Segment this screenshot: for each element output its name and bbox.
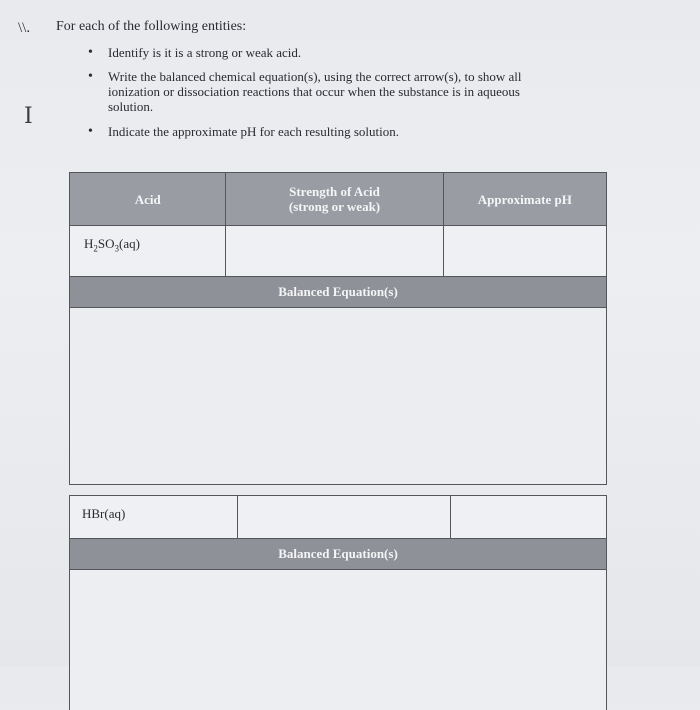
question-intro: For each of the following entities: (56, 19, 247, 34)
instruction-list (86, 45, 556, 148)
acid-worksheet-table (69, 172, 607, 710)
ph-answer-field[interactable] (451, 496, 606, 538)
text-cursor-icon: I (24, 104, 33, 129)
header-strength (226, 173, 443, 225)
acid-name-hbr: HBr(aq) (70, 496, 238, 538)
question-number: \\. (18, 20, 31, 36)
header-ph: Approximate pH (477, 191, 572, 207)
equation-answer-area[interactable] (69, 308, 607, 485)
strength-answer-field[interactable] (238, 496, 450, 538)
instruction-item: • Identify is it is a strong or weak acid. (86, 45, 556, 60)
instruction-item: • Write the balanced chemical equation(s), using the correct arrow(s), to show all ionization or dissociation reactions that occur when the substance is in aqueous solution. (86, 69, 556, 114)
header-strength-line1: Strength of Acid (289, 184, 380, 199)
equation-answer-area[interactable] (69, 570, 607, 710)
strength-answer-field[interactable] (226, 226, 443, 276)
table-row (69, 225, 607, 276)
table-row (69, 495, 607, 538)
header-acid: Acid (70, 173, 226, 225)
instruction-item: • Indicate the approximate pH for each resulting solution. (86, 124, 556, 139)
balanced-equation-label: Balanced Equation(s) (69, 276, 607, 308)
table-header-row (69, 172, 607, 225)
ph-answer-field[interactable] (444, 226, 606, 276)
balanced-equation-label: Balanced Equation(s) (69, 538, 607, 570)
header-strength-line2: (strong or weak) (288, 199, 381, 214)
acid-name-h2so3: $H_2SO_3(aq)$ (70, 226, 226, 276)
